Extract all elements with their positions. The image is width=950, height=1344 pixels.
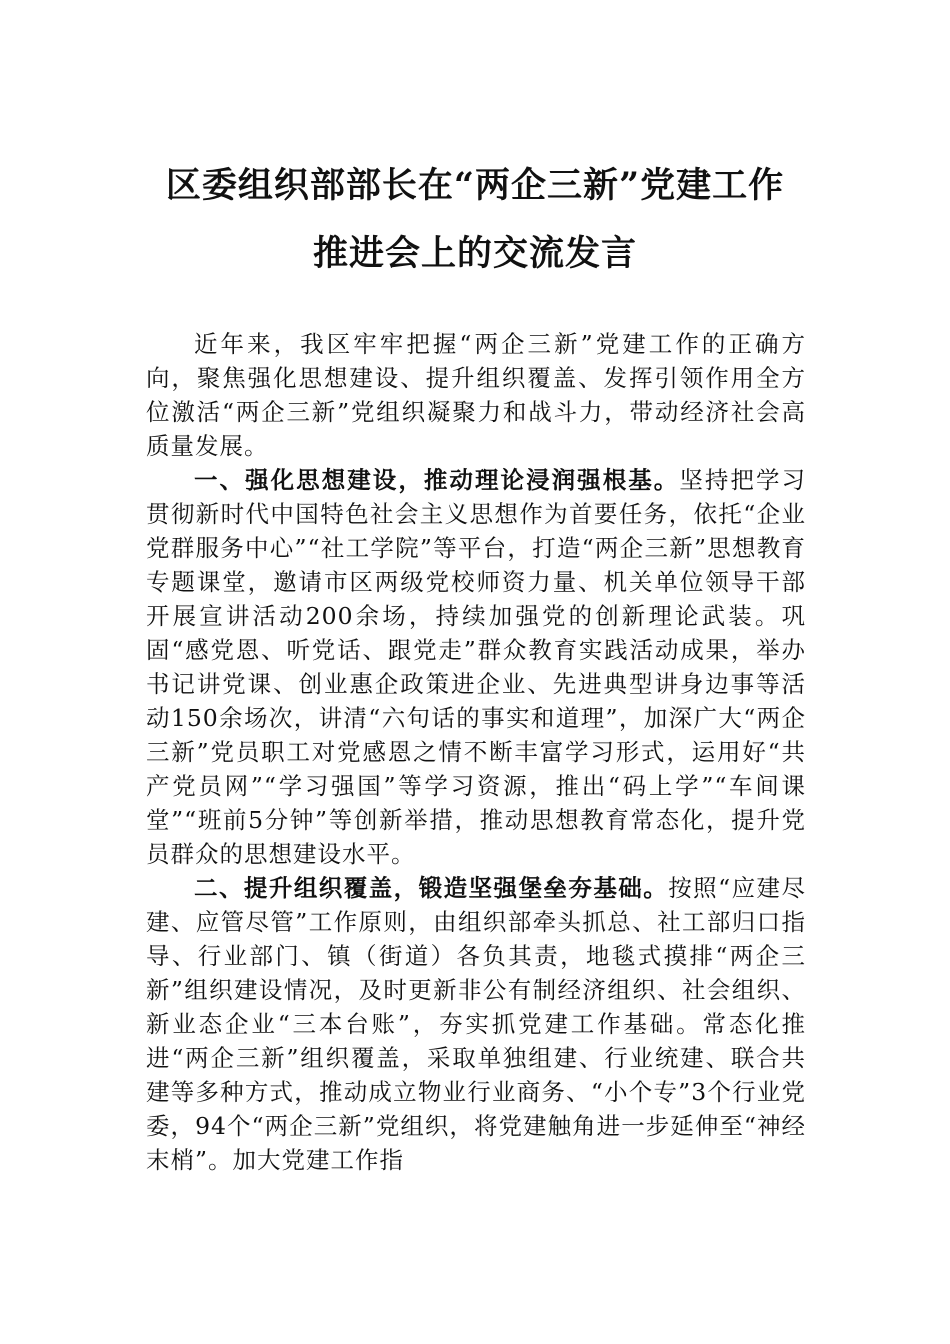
paragraph-section-1 [146,463,806,871]
paragraph-lead: 一、强化思想建设，推动理论浸润强根基。 [194,466,680,494]
document-title-line-1: 区委组织部部长在“两企三新”党建工作 [165,165,785,206]
paragraph-text: 近年来，我区牢牢把握“两企三新”党建工作的正确方向，聚焦强化思想建设、提升组织覆盖、发挥引领作用全方位激活“两企三新”党组织凝聚力和战斗力，带动经济社会高质量发展。 [146,330,806,460]
paragraph-section-2 [146,871,806,1177]
document-body [146,327,806,1177]
document-title-line-2: 推进会上的交流发言 [312,233,637,274]
paragraph-text: 坚持把学习贯彻新时代中国特色社会主义思想作为首要任务，依托“企业党群服务中心”“社工学院”等平台，打造“两企三新”思想教育专题课堂，邀请市区两级党校师资力量、机关单位领导干部开展宣讲活动200余场，持续加强党的创新理论武装。巩固“感党恩、听党话、跟党走”群众教育实践活动成果，举办书记讲党课、创业惠企政策进企业、先进典型讲身边事等活动150余场次，讲清“六句话的事实和道理”，加深广大“两企三新”党员职工对党感恩之情不断丰富学习形式，运用好“共产党员网”“学习强国”等学习资源，推出“码上学”“车间课堂”“班前5分钟”等创新举措，推动思想教育常态化，提升党员群众的思想建设水平。 [146,466,807,868]
paragraph-text: 按照“应建尽建、应管尽管”工作原则，由组织部牵头抓总、社工部归口指导、行业部门、镇（街道）各负其责，地毯式摸排“两企三新”组织建设情况，及时更新非公有制经济组织、社会组织、新业态企业“三本台账”，夯实抓党建工作基础。常态化推进“两企三新”组织覆盖，采取单独组建、行业统建、联合共建等多种方式，推动成立物业行业商务、“小个专”3个行业党委，94个“两企三新”党组织，将党建触角进一步延伸至“神经末梢”。加大党建工作指 [146,874,807,1174]
paragraph-lead: 二、提升组织覆盖，锻造坚强堡垒夯基础。 [194,874,669,902]
paragraph-intro [146,327,806,463]
